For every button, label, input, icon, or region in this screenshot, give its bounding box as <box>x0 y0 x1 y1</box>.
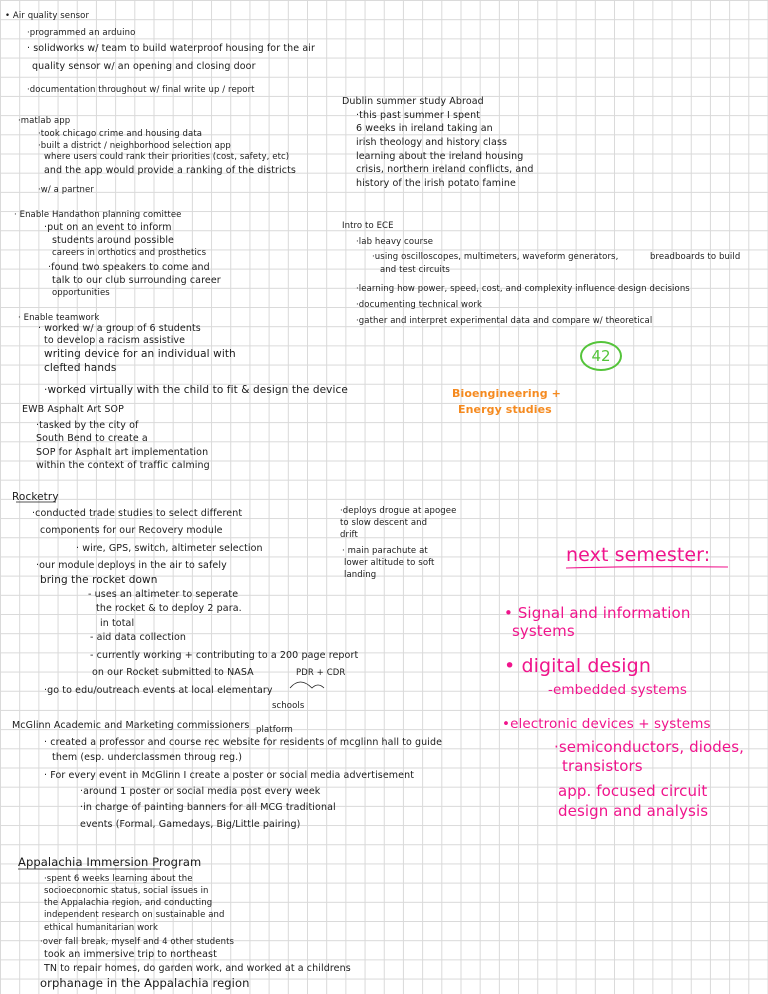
note-line: schools <box>272 701 305 711</box>
note-line: TN to repair homes, do garden work, and worked at a childrens <box>44 963 351 974</box>
note-line: · solidworks w/ team to build waterproof housing for the air <box>27 43 316 54</box>
pink-underline <box>566 567 728 568</box>
note-line: them (esp. underclassmen throug reg.) <box>52 752 243 763</box>
category-label: Energy studies <box>458 403 552 416</box>
note-line: · wire, GPS, switch, altimeter selection <box>76 543 263 554</box>
note-line: components for our Recovery module <box>40 525 223 536</box>
course-item: systems <box>512 622 575 640</box>
note-line: - uses an altimeter to seperate <box>88 589 239 600</box>
note-line: crisis, northern ireland conflicts, and <box>356 164 534 175</box>
note-line: ·learning how power, speed, cost, and complexity influence design decisions <box>356 284 690 294</box>
note-line: McGlinn Academic and Marketing commissioners <box>12 720 250 731</box>
note-line: irish theology and history class <box>356 137 508 148</box>
note-line: ·found two speakers to come and <box>48 262 210 273</box>
note-line: · Enable teamwork <box>18 313 100 323</box>
note-line: Rocketry <box>12 491 59 503</box>
note-line: Dublin summer study Abroad <box>342 96 484 107</box>
note-line: on our Rocket submitted to NASA <box>92 667 254 678</box>
note-line: · main parachute at <box>342 546 428 556</box>
note-line: ·documentation throughout w/ final write up / report <box>27 85 255 95</box>
next-semester-heading: next semester: <box>566 544 711 566</box>
note-line: platform <box>256 725 293 735</box>
note-line: breadboards to build <box>650 252 741 262</box>
note-line: ·this past summer I spent <box>356 110 481 121</box>
note-line: · Enable Handathon planning comittee <box>14 210 182 220</box>
course-item: • digital design <box>504 655 651 677</box>
note-line: South Bend to create a <box>36 433 148 444</box>
note-line: learning about the ireland housing <box>356 151 524 162</box>
brace-annotation <box>290 682 324 688</box>
note-line: where users could rank their priorities (cost, safety, etc) <box>44 152 290 162</box>
note-line: - aid data collection <box>90 632 187 643</box>
note-line: Intro to ECE <box>342 221 394 231</box>
note-line: ·our module deploys in the air to safely <box>36 560 227 571</box>
course-item: transistors <box>562 757 643 775</box>
course-item: ·semiconductors, diodes, <box>554 738 744 756</box>
course-item: -embedded systems <box>548 682 688 698</box>
note-line: ·built a district / neighborhood selection app <box>38 141 231 151</box>
note-line: SOP for Asphalt art implementation <box>36 447 209 458</box>
note-line: and the app would provide a ranking of the districts <box>44 165 296 176</box>
note-line: ·programmed an arduino <box>27 28 136 38</box>
course-item: app. focused circuit <box>558 782 708 800</box>
note-line: to slow descent and <box>340 518 428 528</box>
note-line: bring the rocket down <box>40 574 158 586</box>
note-line: and test circuits <box>380 265 450 275</box>
note-line: clefted hands <box>44 362 117 374</box>
note-line: lower altitude to soft <box>344 558 435 568</box>
note-line: quality sensor w/ an opening and closing door <box>32 61 256 72</box>
note-line: socioeconomic status, social issues in <box>44 886 209 896</box>
note-line: the rocket & to deploy 2 para. <box>96 603 242 614</box>
note-line: - currently working + contributing to a 200 page report <box>90 650 359 661</box>
note-line: ·documenting technical work <box>356 300 483 310</box>
note-line: ·matlab app <box>18 116 71 126</box>
note-line: drift <box>340 530 358 540</box>
note-line: ·over fall break, myself and 4 other students <box>40 937 235 947</box>
note-line: ·using oscilloscopes, multimeters, waveform generators, <box>372 252 619 262</box>
note-line: careers in orthotics and prosthetics <box>52 248 207 258</box>
note-line: writing device for an individual with <box>44 348 236 360</box>
note-line: · created a professor and course rec website for residents of mcglinn hall to guide <box>44 737 443 748</box>
note-line: history of the irish potato famine <box>356 178 516 189</box>
note-line: · For every event in McGlinn I create a poster or social media advertisement <box>44 770 415 781</box>
note-line: the Appalachia region, and conducting <box>44 898 213 908</box>
note-line: ·w/ a partner <box>38 185 94 195</box>
course-item: design and analysis <box>558 802 709 820</box>
note-line: ·gather and interpret experimental data and compare w/ theoretical <box>356 316 653 326</box>
note-line: landing <box>344 570 377 580</box>
note-line: · worked w/ a group of 6 students <box>38 323 201 334</box>
note-line: took an immersive trip to northeast <box>44 949 217 960</box>
note-line: ·in charge of painting banners for all MCG traditional <box>80 802 336 813</box>
note-line: ·deploys drogue at apogee <box>340 506 457 516</box>
note-line: ·lab heavy course <box>356 237 434 247</box>
note-line: Appalachia Immersion Program <box>18 855 202 869</box>
note-line: ·put on an event to inform <box>44 222 172 233</box>
note-line: ·spent 6 weeks learning about the <box>44 874 193 884</box>
note-line: ·around 1 poster or social media post every week <box>80 786 321 797</box>
note-line: to develop a racism assistive <box>44 335 186 346</box>
category-label: Bioengineering + <box>452 387 561 400</box>
note-line: ·took chicago crime and housing data <box>38 129 203 139</box>
note-line: students around possible <box>52 235 175 246</box>
note-line: orphanage in the Appalachia region <box>40 976 250 990</box>
note-line: in total <box>100 618 135 629</box>
note-line: PDR + CDR <box>296 668 346 678</box>
note-line: ethical humanitarian work <box>44 923 159 933</box>
note-line: ·tasked by the city of <box>36 420 139 431</box>
note-line: ·worked virtually with the child to fit & design the device <box>44 384 348 396</box>
note-line: opportunities <box>52 288 110 298</box>
note-line: EWB Asphalt Art SOP <box>22 404 124 415</box>
note-line: talk to our club surrounding career <box>52 275 221 286</box>
note-line: ·go to edu/outreach events at local elementary <box>44 685 273 696</box>
note-line: ·conducted trade studies to select different <box>32 508 243 519</box>
page-number-badge: 42 <box>580 341 622 371</box>
note-line: • Air quality sensor <box>5 11 90 21</box>
note-line: events (Formal, Gamedays, Big/Little pairing) <box>80 819 301 830</box>
note-line: within the context of traffic calming <box>36 460 210 471</box>
note-line: 6 weeks in ireland taking an <box>356 123 493 134</box>
note-line: independent research on sustainable and <box>44 910 225 920</box>
course-item: • Signal and information <box>504 604 691 622</box>
course-item: •electronic devices + systems <box>502 716 711 732</box>
